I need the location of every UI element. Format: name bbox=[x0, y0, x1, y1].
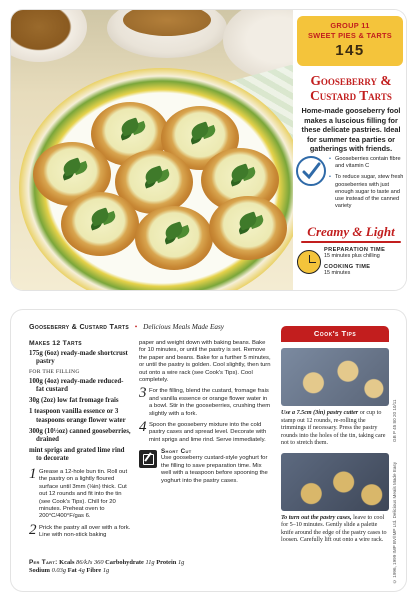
recipe-card-back bbox=[11, 310, 406, 591]
method-step bbox=[139, 385, 271, 418]
nutrient-value: 11g bbox=[145, 559, 155, 566]
nutrient-label: Protein bbox=[156, 559, 177, 566]
recipe-title-line-1: Gooseberry & bbox=[310, 73, 392, 88]
makes-label: Makes 12 Tarts bbox=[29, 340, 82, 347]
health-points bbox=[329, 156, 405, 214]
nutrient-label: Fibre bbox=[86, 567, 102, 575]
filling-label: FOR THE FILLING bbox=[29, 369, 80, 376]
card-number: 145 bbox=[335, 42, 365, 59]
shortcut-text: Use gooseberry custard-style yoghurt for the filling to save preparation time. Mix well with a teaspoon before spooning the yoghurt into the pastry cases. bbox=[161, 455, 268, 484]
ingredient: 30g (2oz) low fat fromage frais bbox=[29, 397, 119, 405]
step-text: Grease a 12-hole bun tin. Roll out the pastry on a lightly floured surface until 3mm (⅛in) thick. Cut out 12 rounds and fit into the tin (see Cook's Tips). Chill for 20 minutes. Preheat oven to 200°C/400°F/gas 6. bbox=[39, 469, 128, 520]
nutrient-value: 86/kJs 360 bbox=[76, 559, 104, 566]
step-number: 2 bbox=[29, 521, 37, 538]
tarts-photo bbox=[11, 10, 293, 290]
group-name: SWEET PIES & TARTS bbox=[307, 31, 393, 40]
nutrient-value: 1g bbox=[102, 567, 110, 575]
recipe-title-line-2: Custard Tarts bbox=[310, 88, 392, 103]
tip-lead: Use a 7.5cm (3in) pastry cutter bbox=[281, 410, 359, 416]
health-point: • Gooseberries contain fibre and vitamin C bbox=[329, 156, 405, 170]
prep-time-value: 15 minutes plus chilling bbox=[324, 253, 380, 259]
method-step bbox=[29, 521, 131, 540]
tip-text bbox=[281, 515, 389, 545]
step-number: 4 bbox=[139, 419, 147, 436]
method-step bbox=[29, 466, 131, 521]
nutrient-label: Carbohydrate bbox=[105, 559, 144, 566]
creamy-light-badge: Creamy & Light bbox=[307, 224, 395, 239]
nutrition-label: Per Tart: bbox=[29, 559, 58, 566]
method-step-continued bbox=[139, 340, 271, 384]
method-step bbox=[139, 419, 271, 444]
side-product-code: GB P 45 80 20 10/11 bbox=[392, 399, 397, 442]
tip-body: or cup to stamp out 12 rounds, re-rolling the trimmings if necessary. Press the pastry rounds into the holes of the tin, taking care not to stretch them. bbox=[281, 410, 386, 446]
cooks-tips-title: Cook's Tips bbox=[281, 326, 389, 342]
cook-time-value: 15 minutes bbox=[324, 270, 351, 276]
cook-time-label: COOKING TIME bbox=[324, 264, 371, 270]
clock-icon bbox=[297, 250, 321, 274]
health-check-icon bbox=[296, 156, 326, 186]
shortcut-pencil-icon bbox=[139, 450, 157, 468]
tip-text bbox=[281, 410, 389, 448]
tea-cup-image bbox=[107, 10, 227, 58]
ingredient: 1 teaspoon vanilla essence or 3 teaspoons orange flower water bbox=[29, 408, 126, 424]
front-info-panel bbox=[293, 10, 406, 290]
back-header bbox=[29, 322, 259, 331]
ingredient: 300g (10½oz) canned gooseberries, drained bbox=[29, 427, 131, 443]
cooks-tips bbox=[281, 326, 389, 545]
group-badge bbox=[297, 16, 403, 66]
tip-photo-turning-out bbox=[281, 453, 389, 511]
step-number: 1 bbox=[29, 466, 37, 483]
bullet-separator: • bbox=[134, 323, 138, 331]
step-number: 3 bbox=[139, 385, 147, 402]
nutrient-value: 1g bbox=[177, 559, 185, 566]
group-label: GROUP 11 bbox=[330, 21, 370, 30]
nutrient-label: Sodium bbox=[29, 567, 50, 575]
tip-photo-cutting bbox=[281, 348, 389, 406]
health-point: • To reduce sugar, stew fresh gooseberries with just enough sugar to taste and use instead of the canned variety bbox=[329, 174, 405, 210]
step-text: For the filling, blend the custard, fromage frais and vanilla essence or orange flower water in a bowl. Stir in the gooseberries, crushing them slightly with a fork. bbox=[149, 388, 271, 417]
tart-image bbox=[135, 206, 213, 270]
tip-body: leave to cool for 5–10 minutes. Gently slide a palette knife around the edge of the pastry cases to loosen. Carefully lift out onto a wire rack. bbox=[281, 514, 387, 543]
tip-lead: To turn out the pastry cases, bbox=[281, 514, 352, 521]
shortcut-box bbox=[139, 448, 271, 485]
method-column bbox=[139, 340, 271, 485]
nutrient-value: 4g bbox=[78, 567, 85, 575]
nutrition-info bbox=[29, 559, 273, 576]
recipe-intro: Home-made gooseberry fool makes a luscious filling for these delicate pastries. Ideal for summer tea parties or gatherings with friends. bbox=[301, 106, 401, 154]
nutrient-label: Kcals bbox=[59, 559, 75, 566]
time-info bbox=[324, 247, 406, 281]
series-name: Delicious Meals Made Easy bbox=[143, 323, 224, 331]
ingredient: 175g (6oz) ready-made shortcrust pastry bbox=[29, 350, 128, 366]
step-text: paper and weight down with baking beans. Bake for 10 minutes, or until the pastry is set. Remove the paper and beans. Bake for a further 5 minutes, or until the pastry is golden. Cool slightly, then turn out onto a wire rack (see Cook's Tips). Cool completely. bbox=[139, 340, 271, 384]
step-text: Spoon the gooseberry mixture into the cold pastry cases and spread level. Decorate with mint sprigs and lime rind. Serve immediately. bbox=[149, 422, 267, 443]
tart-image bbox=[209, 196, 287, 260]
prep-time-label: PREPARATION TIME bbox=[324, 247, 386, 253]
side-copyright: © 1996, 1999 IMP BV/IMP Ltd. Delicious Meals Made Easy bbox=[392, 461, 397, 584]
badge-underline bbox=[301, 241, 401, 243]
back-title: Gooseberry & Custard Tarts bbox=[29, 322, 129, 331]
ingredients-column bbox=[29, 340, 131, 544]
tart-image bbox=[61, 192, 139, 256]
nutrient-value: 0.03g bbox=[51, 567, 66, 575]
ingredient: 100g (4oz) ready-made reduced-fat custard bbox=[29, 378, 124, 394]
recipe-title bbox=[297, 73, 405, 103]
step-text: Prick the pastry all over with a fork. Line with non-stick baking bbox=[39, 524, 131, 539]
recipe-card-front bbox=[11, 10, 406, 290]
shortcut-title: Short Cut bbox=[161, 448, 192, 456]
nutrient-label: Fat bbox=[67, 567, 77, 575]
ingredient: mint sprigs and grated lime rind to decorate bbox=[29, 446, 125, 462]
tea-cup-image bbox=[11, 10, 87, 62]
